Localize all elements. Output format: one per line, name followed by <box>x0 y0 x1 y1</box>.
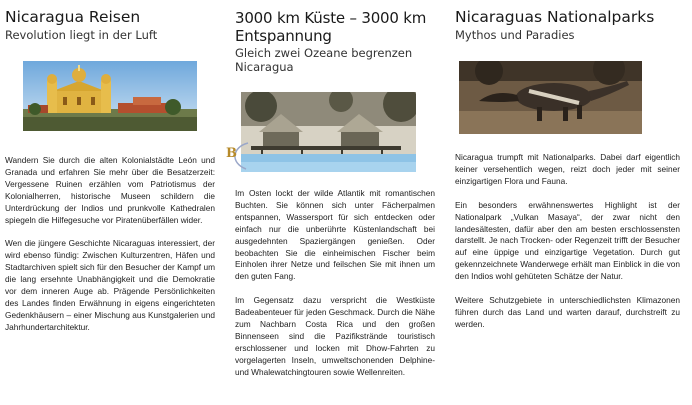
cathedral-photo-icon <box>23 61 197 131</box>
logo-letter: B <box>226 146 237 161</box>
column-kueste <box>226 0 435 377</box>
paragraph: Weitere Schutzgebiete in unterschiedlichsten Klimazonen führen durch das Land und warten darauf, durchstreift zu werden. <box>455 295 680 329</box>
section-body <box>235 188 435 379</box>
beach-huts-photo-icon <box>241 92 416 172</box>
paragraph: Wen die jüngere Geschichte Nicaraguas interessiert, der wird ebenso fündig: Zwischen Kulturzentren, Häfen und Stadtarchiven spielt sich für den Besucher der Kampf um die lang ersehnte Unabhängigkeit und die Demokratie vor dem inneren Auge ab. Prägende Persönlichkeiten des Landes finden Erwähnung in eigens eingerichteten Gedenkhäusern – einer Mischung aus Kunstgalerien und Jahrhundertarchitektur. <box>5 238 215 332</box>
section-title: Nicaraguas Nationalparks <box>455 8 655 26</box>
section-body <box>455 152 680 331</box>
section-title: 3000 km Küste – 3000 km Entspannung <box>235 9 427 45</box>
paragraph: Ein besonders erwähnenswertes Highlight ist der Nationalpark „Vulkan Masaya“, der zwar nicht den landesältesten, dafür aber den am besten erschlossensten darstellt. Je nach Trocken- oder Regenzeit trifft der Besucher auf eine üppige und einzigartige Vegetation. Durch gut gekennzeichnete Wanderwege erhält man Einblick in die von den Indios wohl gehüteten Schätze der Natur. <box>455 199 680 282</box>
paragraph: Im Gegensatz dazu verspricht die Westküste Badeabenteuer für jeden Geschmack. Durch die Nähe zum Nachbarn Costa Rica und den großen Binnenseen sind die Pazifikstrände touristisch erschlossener und locken mit Dhow-Fahrten zu vorgelagerten Inseln, umweltschonenden Delphine- und Whalewatchingtouren sowie Wellenreiten. <box>235 295 435 377</box>
section-subtitle: Gleich zwei Ozeane begrenzen Nicaragua <box>235 46 413 74</box>
paragraph: Im Osten lockt der wilde Atlantik mit romantischen Buchten. Sie können sich unter Fächerpalmen entspannen, Wassersport für sich entdecken oder einfach nur die unberührte Küstenlandschaft bei ausgedehnten Spaziergängen genießen. Oder beobachten Sie die einheimischen Fischer beim Einholen ihrer Netze und feilschen Sie mit ihnen um den guten Fang. <box>235 188 435 282</box>
section-title: Nicaragua Reisen <box>5 8 141 26</box>
column-nicaragua-reisen <box>5 0 215 332</box>
section-subtitle: Revolution liegt in der Luft <box>5 28 158 42</box>
column-nationalparks <box>455 0 680 329</box>
paragraph: Nicaragua trumpft mit Nationalparks. Dabei darf eigentlich keiner versehentlich wegen, reizt doch jeder mit seiner einzigartigen Flora und Fauna. <box>455 152 680 186</box>
section-body <box>5 155 215 334</box>
anteater-photo-icon <box>459 61 642 134</box>
section-subtitle: Mythos und Paradies <box>455 28 575 42</box>
paragraph: Wandern Sie durch die alten Kolonialstädte León und Granada und erfahren Sie mehr über die Besatzerzeit: Vergessene Ruinen erzählen vom Patriotismus der Kolonialherren, historische Museen schildern die Unterdrückung der Indios und prunkvolle Kathedralen spiegeln die Hilfegesuche vor Piratenüberfällen wider. <box>5 155 215 225</box>
